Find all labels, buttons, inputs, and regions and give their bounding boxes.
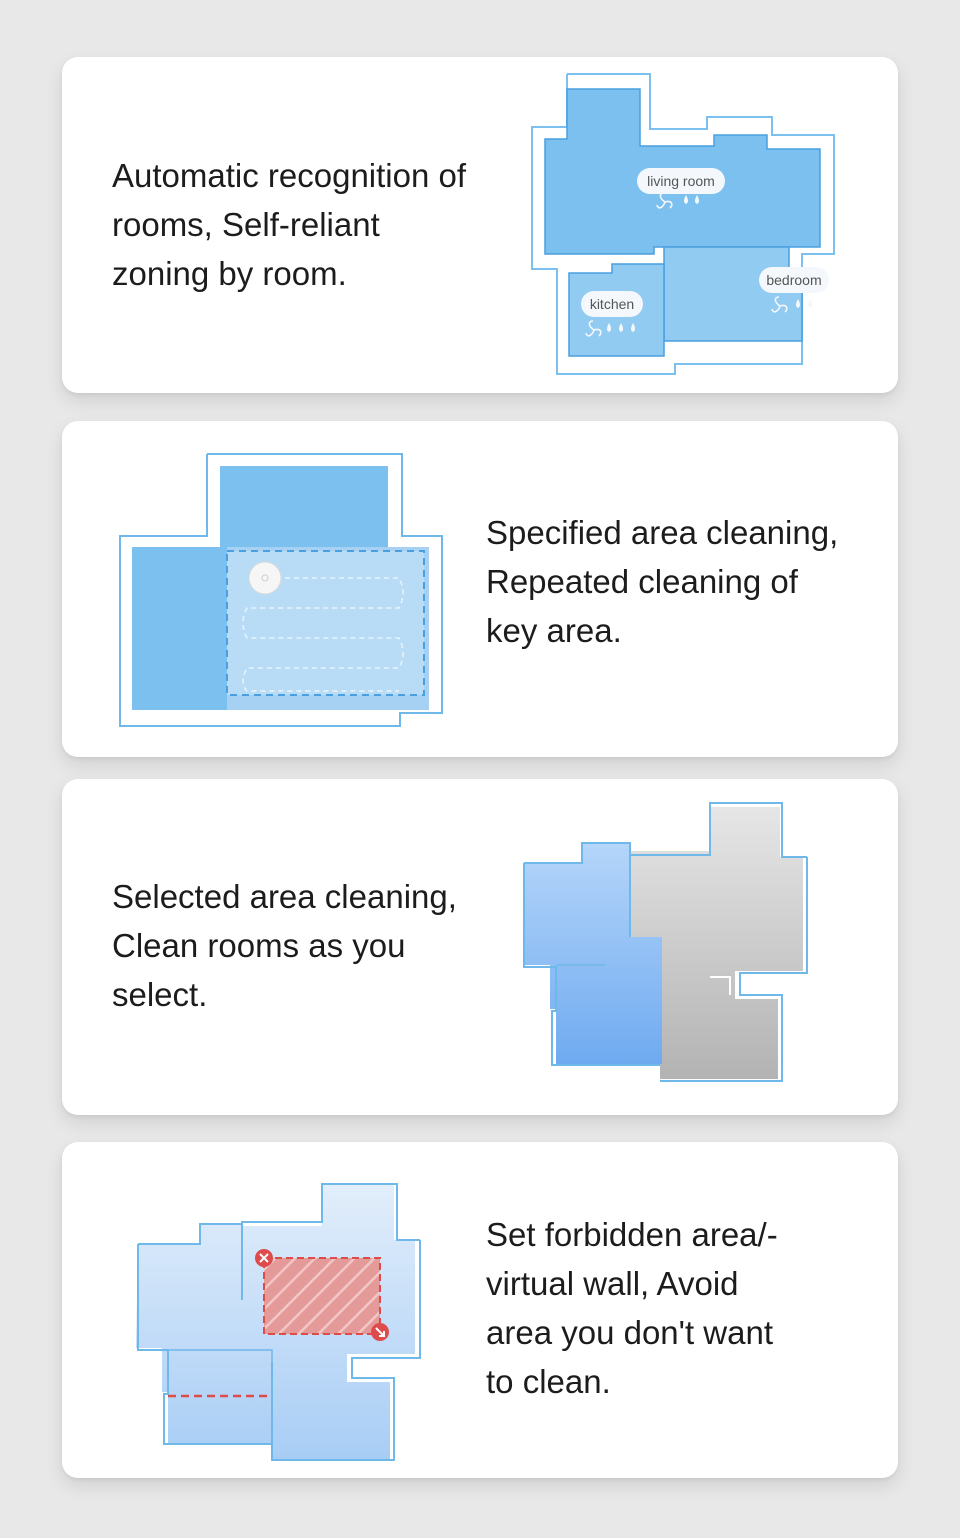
forbidden-area-illustration bbox=[132, 1182, 427, 1464]
specified-area-illustration bbox=[117, 451, 447, 729]
svg-text:kitchen: kitchen bbox=[589, 296, 635, 312]
room-map-illustration bbox=[527, 69, 842, 379]
selected-area-illustration bbox=[520, 799, 815, 1089]
feature-description: Selected area cleaning, Clean rooms as you select. bbox=[112, 878, 457, 1013]
resize-arrow-icon bbox=[371, 1323, 389, 1341]
svg-text:bedroom: bedroom bbox=[766, 272, 822, 288]
robot-vacuum-icon bbox=[249, 562, 281, 594]
close-icon bbox=[255, 1249, 273, 1267]
feature-card-selected-area bbox=[62, 779, 898, 1115]
forbidden-zone bbox=[264, 1258, 380, 1334]
feature-description: Automatic recognition of rooms, Self-reliant zoning by room. bbox=[112, 157, 467, 292]
feature-card-room-recognition bbox=[62, 57, 898, 393]
feature-card-forbidden-area bbox=[62, 1142, 898, 1478]
svg-text:living room: living room bbox=[647, 173, 715, 189]
feature-description: Specified area cleaning, Repeated cleaning of key area. bbox=[486, 514, 839, 649]
water-drop-icon bbox=[808, 299, 812, 308]
feature-card-specified-area bbox=[62, 421, 898, 757]
feature-description: Set forbidden area/- virtual wall, Avoid area you don't want to clean. bbox=[486, 1216, 778, 1400]
